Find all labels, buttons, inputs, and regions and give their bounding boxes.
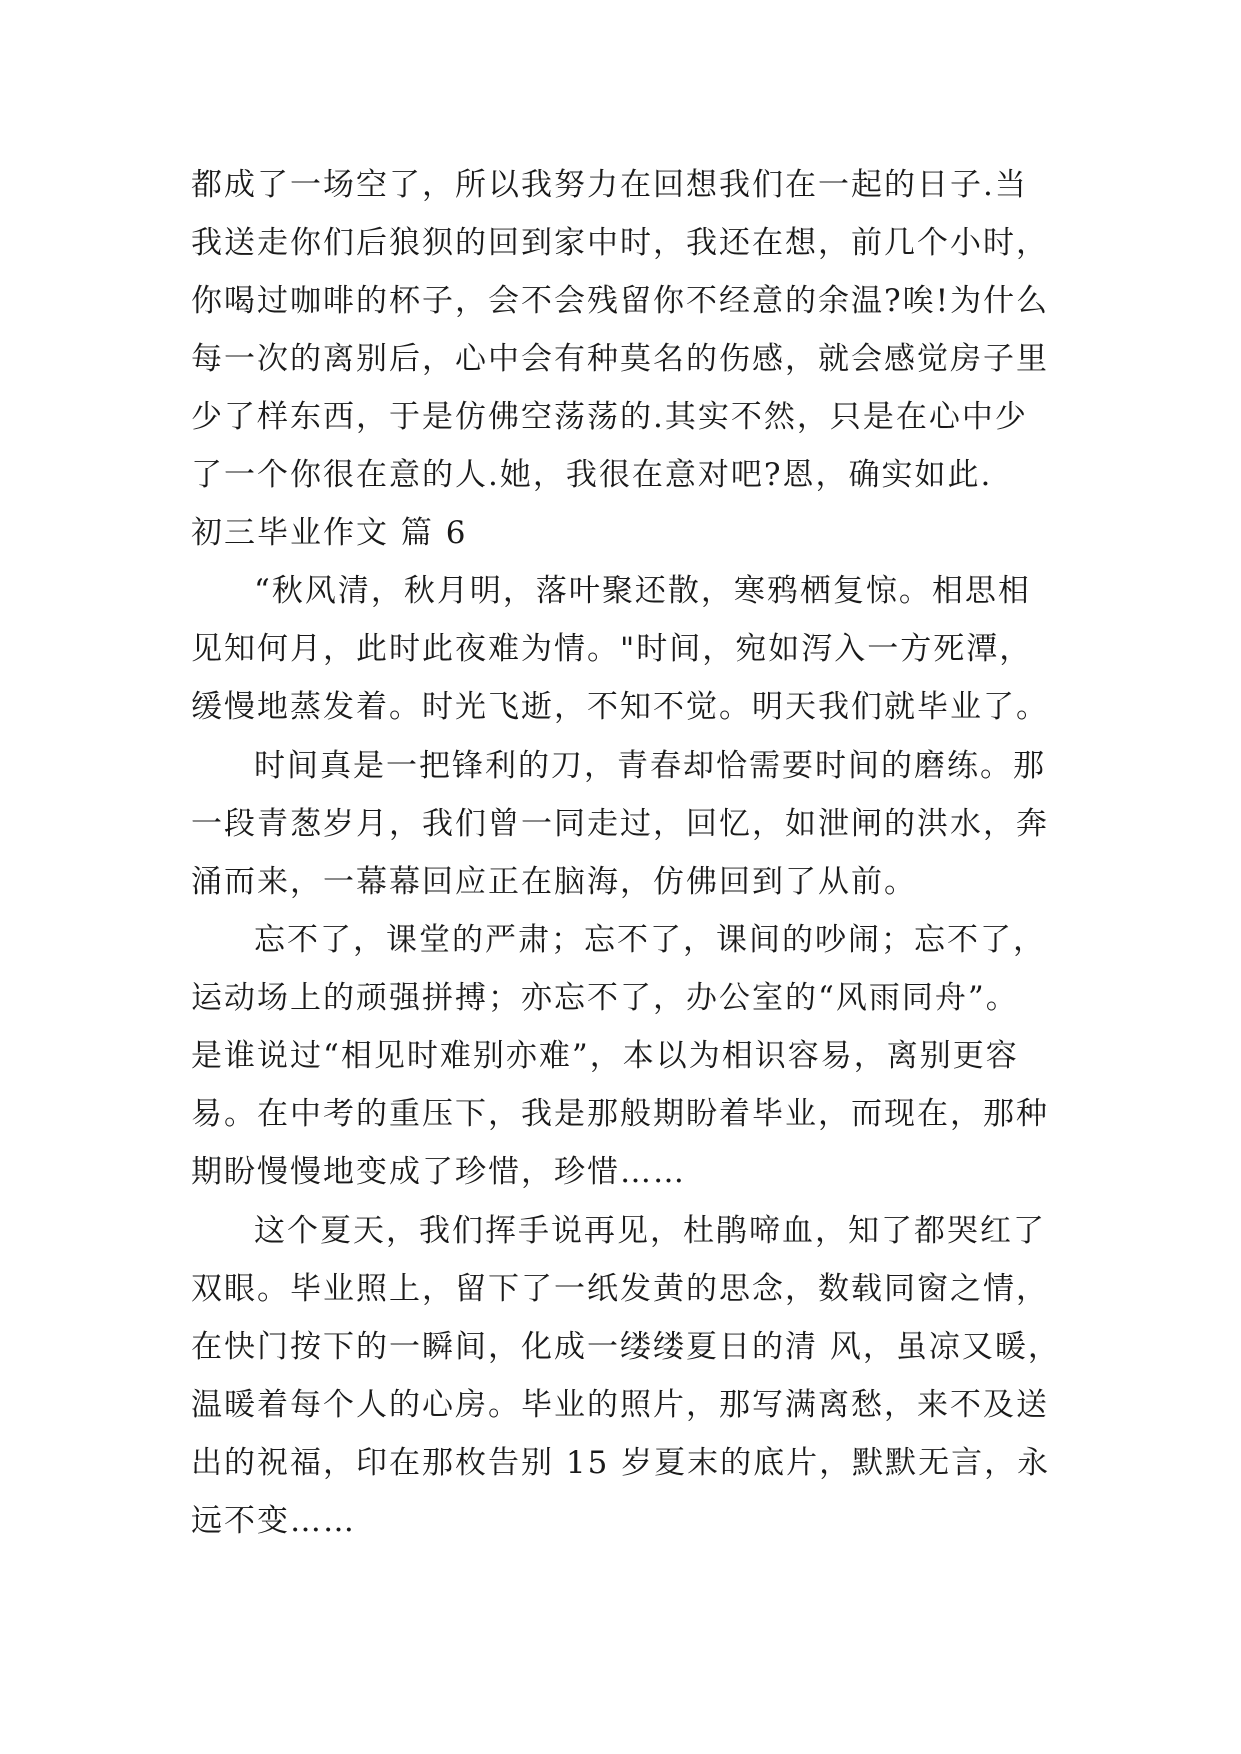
text-line: 缓慢地蒸发着。时光飞逝，不知不觉。明天我们就毕业了。 [191,689,1049,725]
text-line: 少了样东西，于是仿佛空荡荡的.其实不然，只是在心中少 [191,399,1028,435]
text-line: 期盼慢慢地变成了珍惜，珍惜…… [191,1154,686,1190]
text-line: 温暖着每个人的心房。毕业的照片，那写满离愁，来不及送 [191,1387,1049,1423]
text-line: 双眼。毕业照上，留下了一纸发黄的思念，数载同窗之情， [191,1271,1049,1307]
text-line: 在快门按下的一瞬间，化成一缕缕夏日的清 风，虽凉又暖， [191,1329,1061,1365]
text-line: 易。在中考的重压下，我是那般期盼着毕业，而现在，那种 [191,1096,1049,1132]
text-line: 忘不了，课堂的严肃；忘不了，课间的吵闹；忘不了， [254,922,1046,958]
text-line: 远不变…… [191,1503,356,1539]
text-line: 出的祝福，印在那枚告别 15 岁夏末的底片，默默无言，永 [191,1445,1051,1481]
text-line: 运动场上的顽强拼搏；亦忘不了，办公室的“风雨同舟”。 [191,980,1019,1016]
text-line: 涌而来，一幕幕回应正在脑海，仿佛回到了从前。 [191,864,917,900]
text-line: 都成了一场空了，所以我努力在回想我们在一起的日子.当 [191,167,1028,203]
text-line: 见知何月，此时此夜难为情。"时间，宛如泻入一方死潭， [191,631,1033,667]
section-heading: 初三毕业作文 篇 6 [191,515,468,551]
text-line: “秋风清，秋月明，落叶聚还散，寒鸦栖复惊。相思相 [254,573,1031,609]
text-line: 每一次的离别后，心中会有种莫名的伤感，就会感觉房子里 [191,341,1049,377]
text-line: 一段青葱岁月，我们曾一同走过，回忆，如泄闸的洪水，奔 [191,806,1049,842]
text-line: 你喝过咖啡的杯子，会不会残留你不经意的余温?唉!为什么 [191,283,1050,319]
text-line: 时间真是一把锋利的刀，青春却恰需要时间的磨练。那 [254,748,1046,784]
text-line: 是谁说过“相见时难别亦难”，本以为相识容易，离别更容 [191,1038,1019,1074]
text-line: 了一个你很在意的人.她，我很在意对吧?恩，确实如此. [191,457,993,493]
text-line: 我送走你们后狼狈的回到家中时，我还在想，前几个小时， [191,225,1049,261]
text-line: 这个夏天，我们挥手说再见，杜鹃啼血，知了都哭红了 [254,1213,1046,1249]
